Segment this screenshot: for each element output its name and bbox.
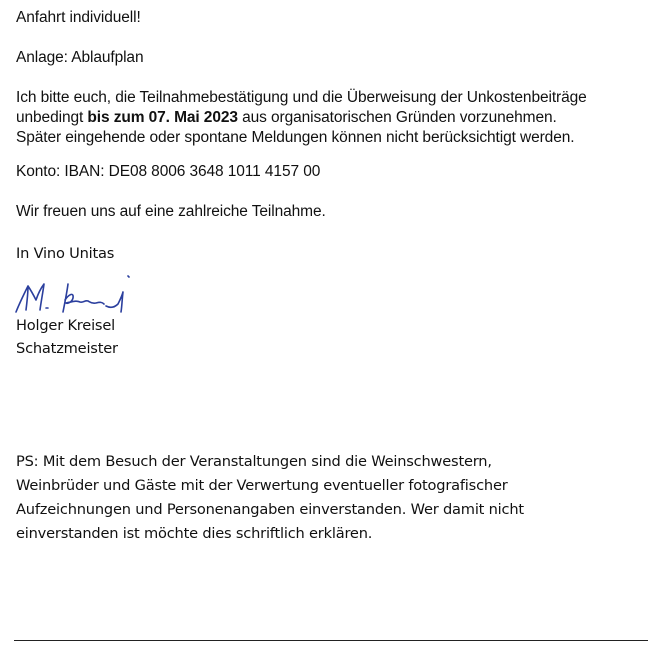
postscript-line-4: einverstanden ist möchte dies schriftlich erklären. (16, 525, 373, 542)
bank-account: Konto: IBAN: DE08 8006 3648 1011 4157 00 (16, 163, 321, 180)
request-paragraph (16, 88, 587, 148)
postscript-line-3: Aufzeichnungen und Personenangaben einverstanden. Wer damit nicht (16, 501, 524, 518)
footer-divider (14, 640, 648, 641)
deadline-date: bis zum 07. Mai 2023 (87, 109, 238, 126)
signer-name: Holger Kreisel (16, 317, 115, 334)
postscript (16, 450, 524, 546)
request-line-2 (16, 108, 587, 128)
request-line-2-start: unbedingt (16, 109, 88, 126)
closing-remark: Wir freuen uns auf eine zahlreiche Teilnahme. (16, 203, 326, 220)
signer-role: Schatzmeister (16, 340, 118, 357)
request-line-3: Später eingehende oder spontane Meldungen können nicht berücksichtigt werden. (16, 129, 575, 146)
postscript-line-2: Weinbrüder und Gäste mit der Verwertung eventueller fotografischer (16, 477, 508, 494)
postscript-line-1: PS: Mit dem Besuch der Veranstaltungen sind die Weinschwestern, (16, 453, 492, 470)
handwritten-signature (10, 272, 135, 322)
salutation: In Vino Unitas (16, 245, 115, 262)
arrival-note: Anfahrt individuell! (16, 9, 141, 26)
request-line-1: Ich bitte euch, die Teilnahmebestätigung und die Überweisung der Unkostenbeiträge (16, 89, 587, 106)
request-line-2-end: aus organisatorischen Gründen vorzunehmen. (237, 109, 557, 126)
attachment-note: Anlage: Ablaufplan (16, 49, 144, 66)
